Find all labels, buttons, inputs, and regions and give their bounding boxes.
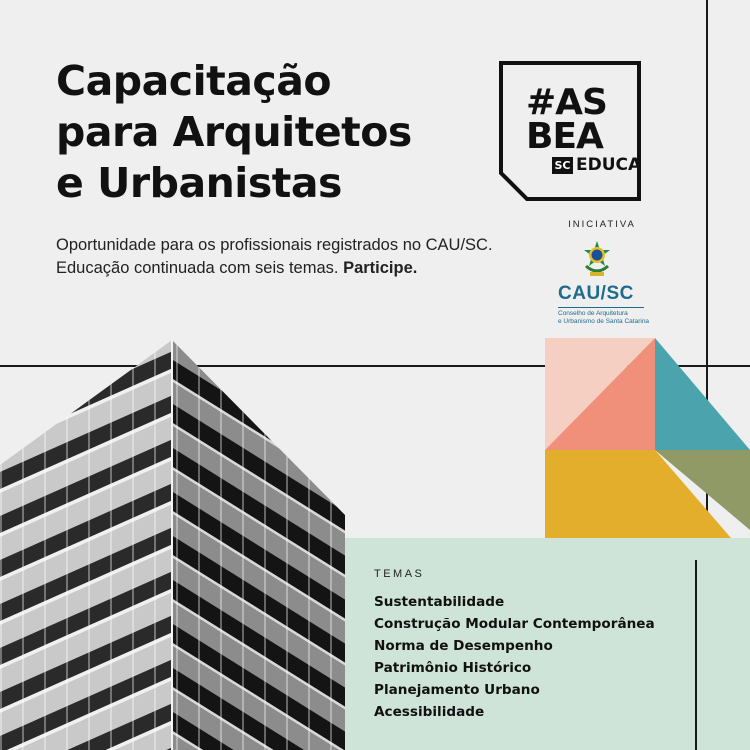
headline-line: e Urbanistas [56, 159, 342, 207]
brazil-coat-of-arms-icon [582, 240, 612, 278]
headline [56, 56, 412, 209]
intro-cta: Participe. [343, 259, 418, 277]
theme-item: Sustentabilidade [374, 594, 505, 610]
logo-educa: EDUCA [576, 155, 642, 175]
theme-item: Norma de Desempenho [374, 638, 553, 654]
headline-line: Capacitação [56, 57, 332, 105]
cau-logo-rule [558, 307, 644, 308]
themes-label: TEMAS [374, 568, 425, 580]
headline-line: para Arquitetos [56, 108, 412, 156]
theme-item: Planejamento Urbano [374, 682, 540, 698]
theme-item: Acessibilidade [374, 704, 485, 720]
theme-item: Patrimônio Histórico [374, 660, 532, 676]
logo-line: BEA [526, 116, 603, 157]
intro-line: Oportunidade para os profissionais registrados no CAU/SC. [56, 236, 493, 254]
sponsor-label: INICIATIVA [568, 219, 636, 230]
cau-logo-description [558, 310, 649, 326]
themes-list [374, 591, 655, 723]
triangle-composition [545, 338, 750, 560]
logo-line: #AS [526, 82, 607, 123]
cau-desc-line: e Urbanismo de Santa Catarina [558, 318, 650, 325]
intro-regular: Educação continuada com seis temas. [56, 259, 344, 277]
logo-sc-badge: SC [552, 157, 573, 174]
asbea-logo-wordmark [526, 82, 607, 157]
theme-item: Construção Modular Contemporânea [374, 616, 655, 632]
cau-logo-name: CAU/SC [558, 283, 634, 304]
skyscraper-photo [0, 340, 345, 750]
cau-desc-line: Conselho de Arquitetura [558, 310, 628, 317]
intro-text [56, 234, 493, 280]
intro-line [56, 257, 493, 280]
divider-vertical-panel [695, 560, 697, 750]
